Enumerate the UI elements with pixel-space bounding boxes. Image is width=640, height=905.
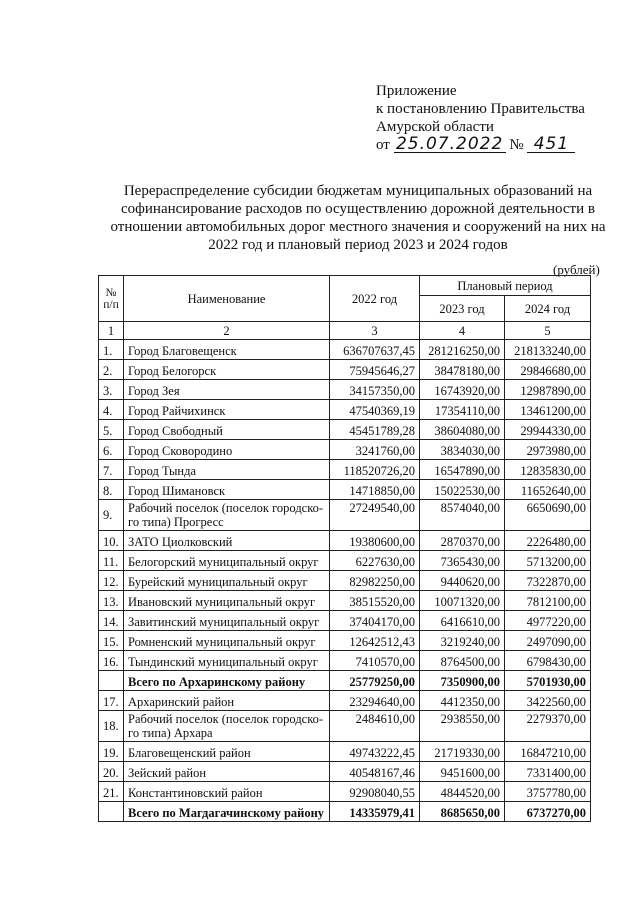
row-name-cell: Город Благовещенск: [124, 340, 330, 360]
row-2024-cell: 7812100,00: [505, 591, 591, 611]
row-2022-cell: 19380600,00: [330, 531, 420, 551]
row-name-cell: Город Райчихинск: [124, 400, 330, 420]
row-number-cell: 16.: [99, 651, 124, 671]
header-2024: 2024 год: [505, 296, 591, 322]
row-2023-cell: 16743920,00: [420, 380, 505, 400]
table-row: [99, 611, 591, 631]
row-number-cell: 14.: [99, 611, 124, 631]
row-2024-cell: 7331400,00: [505, 762, 591, 782]
appendix-date-line: [376, 136, 585, 154]
row-name-cell: Архаринский район: [124, 691, 330, 711]
table-row: [99, 360, 591, 380]
header-2022: 2022 год: [330, 276, 420, 322]
row-number-cell: 12.: [99, 571, 124, 591]
row-number-cell: 2.: [99, 360, 124, 380]
row-2022-cell: 37404170,00: [330, 611, 420, 631]
row-2023-cell: 10071320,00: [420, 591, 505, 611]
row-name-cell: Рабочий поселок (поселок городско-го типа) Прогресс: [124, 500, 330, 531]
row-2024-cell: 7322870,00: [505, 571, 591, 591]
row-name-cell: Рабочий поселок (поселок городско-го типа) Архара: [124, 711, 330, 742]
row-2022-cell: 45451789,28: [330, 420, 420, 440]
row-number-cell: [99, 802, 124, 822]
appendix-block: [376, 82, 585, 154]
row-2023-cell: 15022530,00: [420, 480, 505, 500]
row-number-cell: 13.: [99, 591, 124, 611]
row-2022-cell: 23294640,00: [330, 691, 420, 711]
row-name-cell: Всего по Магдагачинскому району: [124, 802, 330, 822]
row-name-cell: Константиновский район: [124, 782, 330, 802]
units-label: (рублей): [553, 262, 600, 277]
row-number-cell: 6.: [99, 440, 124, 460]
row-2024-cell: 4977220,00: [505, 611, 591, 631]
row-name-cell: Город Белогорск: [124, 360, 330, 380]
appendix-line-1: Приложение: [376, 83, 457, 99]
row-2024-cell: 11652640,00: [505, 480, 591, 500]
header-name: Наименование: [124, 276, 330, 322]
row-2022-cell: 14335979,41: [330, 802, 420, 822]
row-2024-cell: 29944330,00: [505, 420, 591, 440]
row-2024-cell: 12987890,00: [505, 380, 591, 400]
row-2024-cell: 2279370,00: [505, 711, 591, 742]
row-number-cell: 1.: [99, 340, 124, 360]
header-2023: 2023 год: [420, 296, 505, 322]
row-2023-cell: 2938550,00: [420, 711, 505, 742]
row-2022-cell: 49743222,45: [330, 742, 420, 762]
row-2022-cell: 38515520,00: [330, 591, 420, 611]
table-row: [99, 691, 591, 711]
row-2022-cell: 118520726,20: [330, 460, 420, 480]
appendix-line-2: к постановлению Правительства: [376, 101, 585, 117]
row-2022-cell: 47540369,19: [330, 400, 420, 420]
row-2024-cell: 2973980,00: [505, 440, 591, 460]
table-row: [99, 551, 591, 571]
row-2024-cell: 3757780,00: [505, 782, 591, 802]
table-row: [99, 340, 591, 360]
table-row: [99, 440, 591, 460]
row-number-cell: 7.: [99, 460, 124, 480]
row-2022-cell: 2484610,00: [330, 711, 420, 742]
row-name-cell: Город Свободный: [124, 420, 330, 440]
row-2022-cell: 7410570,00: [330, 651, 420, 671]
table-row: [99, 531, 591, 551]
row-2024-cell: 6650690,00: [505, 500, 591, 531]
table-row: [99, 651, 591, 671]
index-cell: 2: [124, 322, 330, 340]
row-2022-cell: 82982250,00: [330, 571, 420, 591]
row-2022-cell: 14718850,00: [330, 480, 420, 500]
row-2024-cell: 5713200,00: [505, 551, 591, 571]
table-row: [99, 762, 591, 782]
row-name-cell: Ивановский муниципальный округ: [124, 591, 330, 611]
row-number-cell: 8.: [99, 480, 124, 500]
row-2024-cell: 13461200,00: [505, 400, 591, 420]
row-2024-cell: 16847210,00: [505, 742, 591, 762]
handwritten-date: 25.07.2022: [394, 136, 506, 153]
row-number-cell: 15.: [99, 631, 124, 651]
row-2024-cell: 6737270,00: [505, 802, 591, 822]
table-total-row: [99, 671, 591, 691]
row-number-cell: 20.: [99, 762, 124, 782]
row-2023-cell: 2870370,00: [420, 531, 505, 551]
row-number-cell: 5.: [99, 420, 124, 440]
row-2023-cell: 38604080,00: [420, 420, 505, 440]
row-2024-cell: 5701930,00: [505, 671, 591, 691]
header-num: № п/п: [99, 276, 124, 322]
number-label: №: [509, 137, 524, 153]
row-2023-cell: 281216250,00: [420, 340, 505, 360]
row-2024-cell: 12835830,00: [505, 460, 591, 480]
row-name-cell: Зейский район: [124, 762, 330, 782]
table-row: [99, 480, 591, 500]
row-2023-cell: 16547890,00: [420, 460, 505, 480]
table-row: [99, 400, 591, 420]
index-cell: 3: [330, 322, 420, 340]
row-2023-cell: 9440620,00: [420, 571, 505, 591]
row-name-cell: Завитинский муниципальный округ: [124, 611, 330, 631]
subsidy-table: [98, 275, 591, 822]
row-2023-cell: 17354110,00: [420, 400, 505, 420]
table-row: [99, 782, 591, 802]
row-name-cell: Город Сковородино: [124, 440, 330, 460]
table-row: [99, 711, 591, 742]
row-number-cell: 17.: [99, 691, 124, 711]
row-2022-cell: 27249540,00: [330, 500, 420, 531]
row-name-cell: Город Тында: [124, 460, 330, 480]
row-name-cell: ЗАТО Циолковский: [124, 531, 330, 551]
row-2022-cell: 34157350,00: [330, 380, 420, 400]
row-2023-cell: 7350900,00: [420, 671, 505, 691]
table-row: [99, 631, 591, 651]
row-2023-cell: 7365430,00: [420, 551, 505, 571]
row-name-cell: Всего по Архаринскому району: [124, 671, 330, 691]
row-2022-cell: 3241760,00: [330, 440, 420, 460]
handwritten-number: 451: [527, 136, 575, 153]
row-number-cell: 9.: [99, 500, 124, 531]
row-2023-cell: 3834030,00: [420, 440, 505, 460]
row-2023-cell: 38478180,00: [420, 360, 505, 380]
row-name-cell: Бурейский муниципальный округ: [124, 571, 330, 591]
document-title: Перераспределение субсидии бюджетам муниципальных образований на софинансирование расходов по осуществлению дорожной деятельности в отношении автомобильных дорог местного значения и сооружений на них на 2022 год и плановый период 2023 и 2024 годов: [110, 183, 606, 253]
row-number-cell: 3.: [99, 380, 124, 400]
row-name-cell: Город Зея: [124, 380, 330, 400]
row-2023-cell: 4844520,00: [420, 782, 505, 802]
row-2024-cell: 2497090,00: [505, 631, 591, 651]
row-2024-cell: 6798430,00: [505, 651, 591, 671]
table-total-row: [99, 802, 591, 822]
row-2024-cell: 2226480,00: [505, 531, 591, 551]
row-2023-cell: 6416610,00: [420, 611, 505, 631]
row-2023-cell: 8685650,00: [420, 802, 505, 822]
header-planned-period: Плановый период: [420, 276, 591, 296]
row-number-cell: 18.: [99, 711, 124, 742]
row-name-cell: Ромненский муниципальный округ: [124, 631, 330, 651]
row-2022-cell: 75945646,27: [330, 360, 420, 380]
row-name-cell: Белогорский муниципальный округ: [124, 551, 330, 571]
row-2023-cell: 8574040,00: [420, 500, 505, 531]
table-row: [99, 500, 591, 531]
row-2022-cell: 6227630,00: [330, 551, 420, 571]
row-number-cell: 19.: [99, 742, 124, 762]
row-2022-cell: 12642512,43: [330, 631, 420, 651]
row-2023-cell: 9451600,00: [420, 762, 505, 782]
index-cell: 4: [420, 322, 505, 340]
table-row: [99, 591, 591, 611]
row-name-cell: Тындинский муниципальный округ: [124, 651, 330, 671]
row-2022-cell: 25779250,00: [330, 671, 420, 691]
row-name-cell: Благовещенский район: [124, 742, 330, 762]
row-number-cell: 11.: [99, 551, 124, 571]
row-number-cell: [99, 671, 124, 691]
row-2023-cell: 3219240,00: [420, 631, 505, 651]
row-2024-cell: 218133240,00: [505, 340, 591, 360]
row-name-cell: Город Шимановск: [124, 480, 330, 500]
table-row: [99, 380, 591, 400]
table-row: [99, 742, 591, 762]
table-row: [99, 420, 591, 440]
row-2024-cell: 29846680,00: [505, 360, 591, 380]
row-2024-cell: 3422560,00: [505, 691, 591, 711]
index-cell: 5: [505, 322, 591, 340]
appendix-line-3: Амурской области: [376, 119, 494, 135]
table-row: [99, 460, 591, 480]
table-row: [99, 571, 591, 591]
row-2023-cell: 21719330,00: [420, 742, 505, 762]
date-prefix: от: [376, 137, 390, 153]
row-2022-cell: 636707637,45: [330, 340, 420, 360]
index-cell: 1: [99, 322, 124, 340]
row-number-cell: 21.: [99, 782, 124, 802]
row-number-cell: 10.: [99, 531, 124, 551]
row-2023-cell: 4412350,00: [420, 691, 505, 711]
row-2022-cell: 40548167,46: [330, 762, 420, 782]
row-number-cell: 4.: [99, 400, 124, 420]
row-2022-cell: 92908040,55: [330, 782, 420, 802]
row-2023-cell: 8764500,00: [420, 651, 505, 671]
